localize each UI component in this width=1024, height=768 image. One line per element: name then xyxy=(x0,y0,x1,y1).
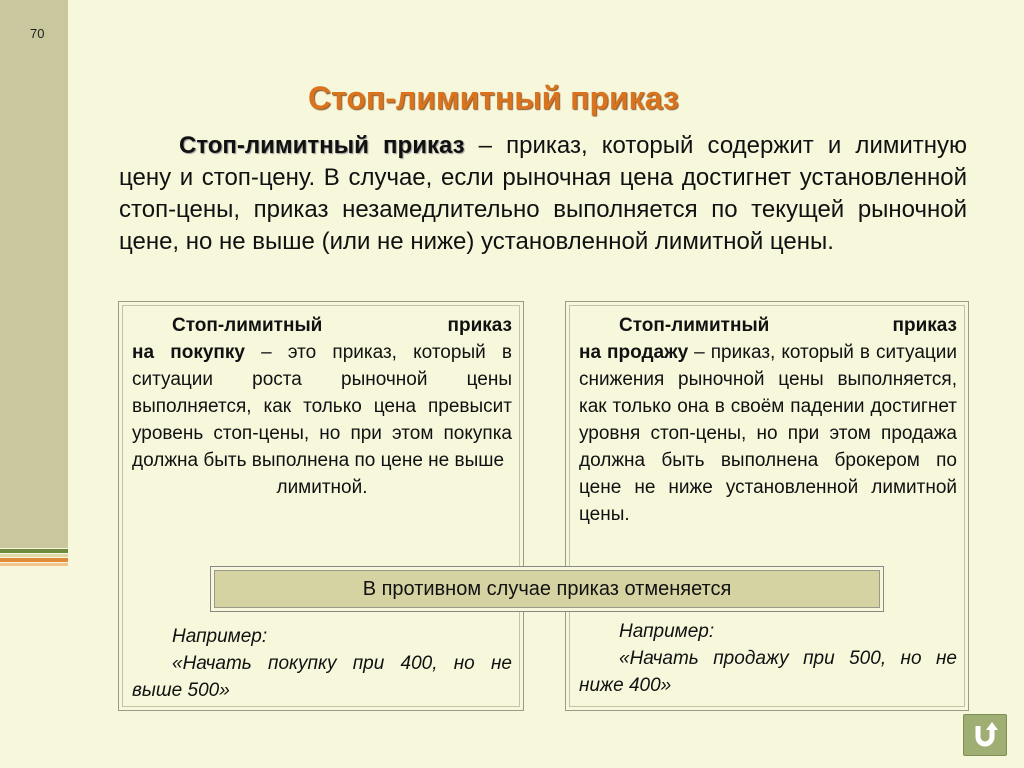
sell-definition xyxy=(579,312,957,528)
intro-paragraph xyxy=(119,130,967,258)
sell-text: – приказ, который в ситуации снижения рыночной цены выполняется, как только она в своём падении достигнет уровня стоп-цены, но при этом продажа должна быть выполнена брокером по цене не ниже установленной лимитной цены. xyxy=(579,342,957,525)
banner-text: В противном случае приказ отменяется xyxy=(362,577,732,600)
buy-definition xyxy=(132,312,512,501)
buy-example-text: «Начать покупку при 400, но не выше 500» xyxy=(132,653,512,701)
sell-example-label: Например: xyxy=(619,621,715,642)
buy-last-word: лимитной. xyxy=(276,477,368,498)
left-decor-band xyxy=(0,0,68,548)
buy-text: – это приказ, который в ситуации роста рыночной цены выполняется, как только цена превысит уровень стоп-цены, но при этом покупка должна быть выполнена по цене не выше xyxy=(132,342,512,471)
decor-stripe xyxy=(0,563,68,566)
buy-term-line2: на покупку xyxy=(132,342,245,363)
u-turn-back-icon xyxy=(970,718,1000,753)
decor-stripe xyxy=(0,549,68,553)
buy-example xyxy=(132,623,512,704)
decor-stripe xyxy=(0,558,68,562)
decor-stripe xyxy=(0,554,68,557)
sell-order-box xyxy=(565,301,969,711)
sell-example-text: «Начать продажу при 500, но не ниже 400» xyxy=(579,648,957,696)
sell-term-line2: на продажу xyxy=(579,342,689,363)
buy-example-label: Например: xyxy=(172,626,268,647)
cancel-banner xyxy=(210,566,884,612)
sell-term-line1: Стоп-лимитный приказ xyxy=(619,315,957,336)
slide-title: Стоп-лимитный приказ xyxy=(308,80,679,116)
intro-text: – приказ, который содержит и лимитную цену и стоп-цену. В случае, если рыночная цена достигнет установленной стоп-цены, приказ незамедлительно выполняется по текущей рыночной цене, но не выше (или не ниже) установленной лимитной цены. xyxy=(119,132,967,255)
slide-number: 70 xyxy=(30,26,45,41)
sell-example xyxy=(579,618,957,699)
intro-term: Стоп-лимитный приказ xyxy=(179,132,465,159)
buy-term-line1: Стоп-лимитный приказ xyxy=(172,315,512,336)
buy-order-box xyxy=(118,301,524,711)
back-button[interactable] xyxy=(963,714,1007,756)
